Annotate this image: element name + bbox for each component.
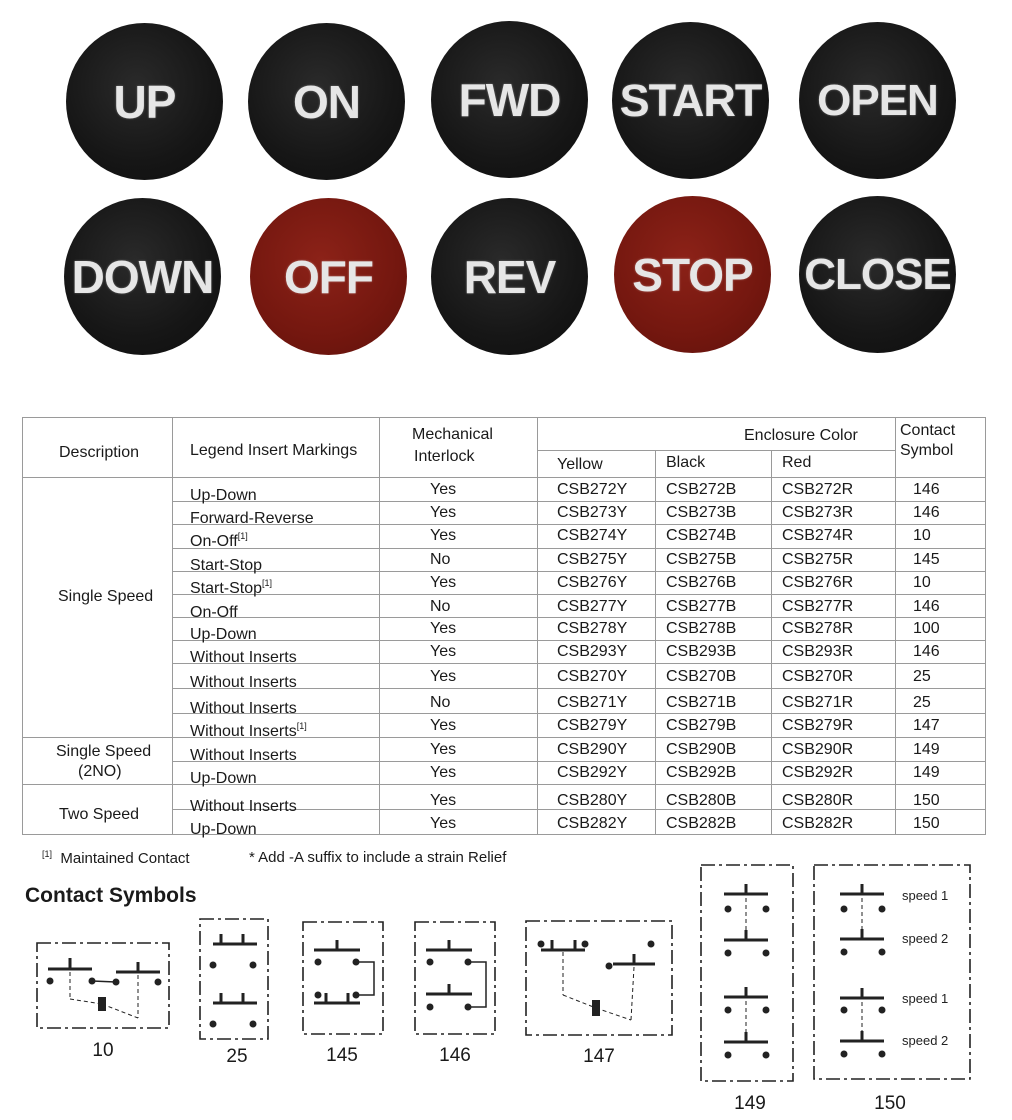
cell-legend: Up-Down [190, 821, 257, 838]
cell-symbol: 25 [913, 694, 931, 711]
group-single-speed: Single Speed [58, 588, 154, 605]
cell-yellow: CSB282Y [557, 815, 628, 832]
cell-black: CSB271B [666, 694, 737, 711]
cell-symbol: 100 [913, 620, 940, 637]
cap-stop [614, 196, 771, 353]
speed-1-label: speed 1 [902, 991, 949, 1006]
cell-interlock: Yes [430, 764, 457, 781]
header-legend: Legend Insert Markings [190, 442, 358, 459]
footnote-maintained [42, 849, 190, 867]
cell-yellow: CSB292Y [557, 764, 628, 781]
cell-symbol: 146 [913, 481, 940, 498]
cell-black: CSB273B [666, 504, 737, 521]
cell-interlock: Yes [430, 504, 457, 521]
cell-interlock: Yes [430, 643, 457, 660]
cell-yellow: CSB277Y [557, 598, 628, 615]
cell-yellow: CSB272Y [557, 481, 628, 498]
cell-interlock: Yes [430, 668, 457, 685]
contact-symbol-label-150: 150 [874, 1093, 906, 1114]
cell-red: CSB272R [782, 481, 854, 498]
cap-label: START [619, 74, 762, 126]
footnotes [42, 849, 742, 869]
cell-legend: Without Inserts[1] [190, 721, 307, 740]
cell-interlock: Yes [430, 620, 457, 637]
cell-yellow: CSB278Y [557, 620, 628, 637]
header-interlock-2: Interlock [414, 448, 475, 465]
contact-symbol-label-10: 10 [92, 1040, 114, 1061]
cap-close [799, 196, 956, 353]
cap-label: FWD [458, 73, 561, 126]
cell-legend: Start-Stop [190, 557, 263, 574]
speed-1-label: speed 1 [902, 888, 949, 903]
cap-rev [431, 198, 588, 355]
cell-symbol: 146 [913, 504, 940, 521]
cap-down [64, 198, 221, 355]
cap-label: OPEN [817, 75, 938, 125]
cell-symbol: 150 [913, 792, 940, 809]
cap-off [250, 198, 407, 355]
cell-red: CSB270R [782, 668, 854, 685]
cell-legend: Up-Down [190, 626, 257, 643]
footnote-marker: [1] [237, 531, 248, 541]
header-description: Description [59, 444, 140, 461]
cell-interlock: No [430, 694, 451, 711]
cell-black: CSB277B [666, 598, 737, 615]
cell-legend: Start-Stop[1] [190, 578, 273, 597]
contact-symbol-label-25: 25 [226, 1046, 248, 1067]
legend-caps-gallery [0, 0, 1012, 370]
cell-yellow: CSB271Y [557, 694, 628, 711]
cell-yellow: CSB293Y [557, 643, 628, 660]
cell-symbol: 149 [913, 764, 940, 781]
cell-red: CSB279R [782, 717, 854, 734]
cell-black: CSB276B [666, 574, 737, 591]
header-yellow: Yellow [557, 456, 603, 473]
cell-red: CSB271R [782, 694, 854, 711]
contact-symbol-145 [302, 921, 386, 1042]
cell-legend: Without Inserts [190, 798, 297, 815]
cell-red: CSB290R [782, 741, 854, 758]
cell-yellow: CSB274Y [557, 527, 628, 544]
cell-black: CSB280B [666, 792, 737, 809]
contact-symbol-25 [199, 918, 271, 1047]
cell-legend: On-Off[1] [190, 531, 248, 550]
cell-interlock: Yes [430, 815, 457, 832]
cap-label: REV [463, 250, 556, 303]
cell-yellow: CSB279Y [557, 717, 628, 734]
cell-red: CSB293R [782, 643, 854, 660]
contact-symbol-146 [414, 921, 498, 1042]
cell-red: CSB277R [782, 598, 854, 615]
footnote-maintained-text: Maintained Contact [60, 850, 190, 867]
cell-interlock: No [430, 598, 451, 615]
footnote-strain-relief: * Add -A suffix to include a strain Relief [249, 849, 507, 866]
header-red: Red [782, 454, 812, 471]
cell-yellow: CSB270Y [557, 668, 628, 685]
cell-interlock: Yes [430, 741, 457, 758]
cell-black: CSB282B [666, 815, 737, 832]
cell-red: CSB276R [782, 574, 854, 591]
cell-legend: Without Inserts [190, 674, 297, 691]
footnote-marker: [1] [296, 721, 307, 731]
header-black: Black [666, 454, 706, 471]
contact-symbol-label-146: 146 [439, 1045, 471, 1066]
header-interlock-1: Mechanical [412, 426, 493, 443]
cell-interlock: Yes [430, 527, 457, 544]
contact-symbol-label-145: 145 [326, 1045, 358, 1066]
footnote-marker: [1] [262, 578, 273, 588]
cap-on [248, 23, 405, 180]
header-contact-2: Symbol [900, 442, 954, 459]
header-contact-1: Contact [900, 422, 956, 439]
cell-red: CSB274R [782, 527, 854, 544]
cell-interlock: No [430, 551, 451, 568]
cell-legend: Without Inserts [190, 649, 297, 666]
cell-red: CSB282R [782, 815, 854, 832]
cell-interlock: Yes [430, 481, 457, 498]
header-enclosure-color: Enclosure Color [744, 427, 858, 444]
cell-red: CSB278R [782, 620, 854, 637]
cell-interlock: Yes [430, 717, 457, 734]
cell-red: CSB280R [782, 792, 854, 809]
cap-up [66, 23, 223, 180]
speed-2-label: speed 2 [902, 931, 949, 946]
cell-symbol: 10 [913, 527, 931, 544]
contact-symbols-title: Contact Symbols [25, 884, 197, 907]
cell-symbol: 10 [913, 574, 931, 591]
contact-symbol-10 [36, 942, 172, 1037]
cell-symbol: 146 [913, 598, 940, 615]
cell-interlock: Yes [430, 792, 457, 809]
cell-symbol: 150 [913, 815, 940, 832]
contact-symbol-147 [525, 920, 675, 1043]
group-single-speed-2no-2: (2NO) [78, 763, 122, 780]
cell-yellow: CSB290Y [557, 741, 628, 758]
cell-black: CSB274B [666, 527, 737, 544]
cell-legend: Without Inserts [190, 700, 297, 717]
cell-black: CSB278B [666, 620, 737, 637]
cell-yellow: CSB280Y [557, 792, 628, 809]
contact-symbol-label-149: 149 [734, 1093, 766, 1114]
cell-black: CSB279B [666, 717, 737, 734]
cell-black: CSB293B [666, 643, 737, 660]
cell-black: CSB275B [666, 551, 737, 568]
cell-symbol: 149 [913, 741, 940, 758]
cell-symbol: 146 [913, 643, 940, 660]
cell-yellow: CSB275Y [557, 551, 628, 568]
cell-legend: On-Off [190, 604, 238, 621]
cap-open [799, 22, 956, 179]
cap-label: STOP [632, 248, 753, 301]
contact-symbol-149 [700, 864, 796, 1089]
cell-symbol: 145 [913, 551, 940, 568]
cap-label: DOWN [71, 250, 214, 303]
cell-red: CSB273R [782, 504, 854, 521]
group-two-speed: Two Speed [59, 806, 140, 823]
cap-start [612, 22, 769, 179]
cell-black: CSB270B [666, 668, 737, 685]
contact-symbol-150 [813, 864, 973, 1089]
cell-yellow: CSB276Y [557, 574, 628, 591]
cell-red: CSB275R [782, 551, 854, 568]
cap-fwd [431, 21, 588, 178]
cell-symbol: 147 [913, 717, 940, 734]
part-number-table [22, 417, 986, 838]
cap-label: CLOSE [804, 249, 951, 299]
cell-interlock: Yes [430, 574, 457, 591]
cell-black: CSB290B [666, 741, 737, 758]
cell-black: CSB272B [666, 481, 737, 498]
cell-legend: Forward-Reverse [190, 510, 314, 527]
footnote-marker: [1] [42, 849, 53, 859]
cell-legend: Without Inserts [190, 747, 297, 764]
cell-black: CSB292B [666, 764, 737, 781]
cap-label: ON [293, 75, 360, 128]
cell-yellow: CSB273Y [557, 504, 628, 521]
cell-red: CSB292R [782, 764, 854, 781]
contact-symbol-label-147: 147 [583, 1046, 615, 1067]
cell-symbol: 25 [913, 668, 931, 685]
cell-legend: Up-Down [190, 770, 257, 787]
speed-2-label: speed 2 [902, 1033, 949, 1048]
group-single-speed-2no-1: Single Speed [56, 743, 152, 760]
cell-legend: Up-Down [190, 487, 257, 504]
cap-label: OFF [284, 250, 373, 303]
cap-label: UP [113, 75, 176, 128]
